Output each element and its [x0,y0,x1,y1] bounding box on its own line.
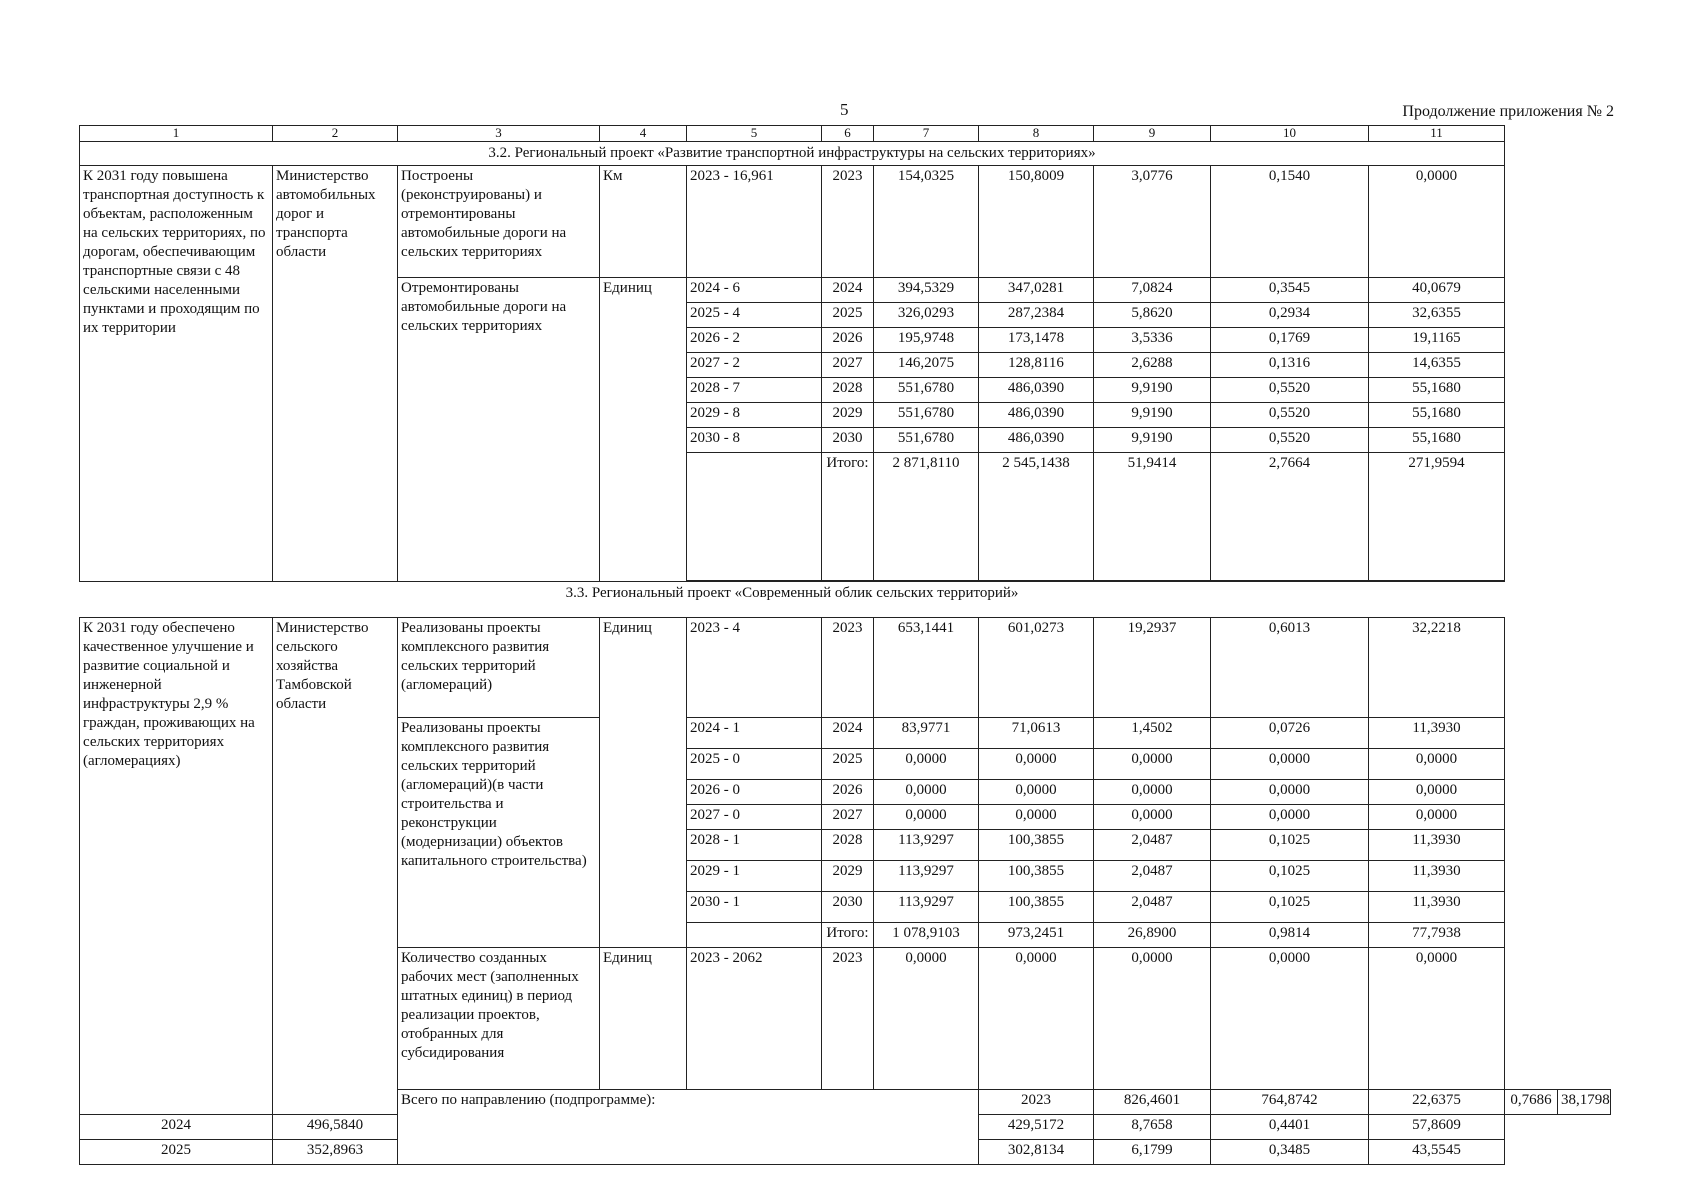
value-cell: 486,0390 [979,378,1094,403]
value-cell: 287,2384 [979,303,1094,328]
value-cell: 601,0273 [979,618,1094,718]
total-cell: 1 078,9103 [874,923,979,948]
year-cell: 2027 [822,353,874,378]
col-num: 10 [1211,126,1369,142]
value-cell: 496,5840 [273,1115,398,1140]
value-cell: 0,0000 [1094,780,1211,805]
unit: Единиц [600,278,687,582]
value-cell: 113,9297 [874,861,979,892]
col-num: 4 [600,126,687,142]
value-cell: 0,6013 [1211,618,1369,718]
value-cell: 0,0726 [1211,718,1369,749]
value-cell: 0,0000 [874,780,979,805]
target-value: 2023 - 16,961 [687,166,822,278]
value-cell: 0,0000 [979,948,1094,1090]
year-cell: 2025 [80,1140,273,1165]
indicator-name: Реализованы проекты комплексного развития сельских территорий (агломераций)(в части строительства и реконструкции (модернизации) объектов капитального строительства) [398,718,600,948]
total-cell: 26,8900 [1094,923,1211,948]
value-cell: 55,1680 [1369,403,1505,428]
col-num: 3 [398,126,600,142]
appendix-table [79,125,1611,1165]
executor-text: Министерство автомобильных дорог и транспорта области [273,166,398,582]
target-value: 2024 - 1 [687,718,822,749]
unit: Единиц [600,948,687,1090]
year-cell: 2023 [822,166,874,278]
value-cell: 486,0390 [979,403,1094,428]
value-cell: 394,5329 [874,278,979,303]
value-cell: 113,9297 [874,830,979,861]
value-cell: 0,5520 [1211,428,1369,453]
col-num: 5 [687,126,822,142]
value-cell: 551,6780 [874,403,979,428]
value-cell: 100,3855 [979,892,1094,923]
value-cell: 11,3930 [1369,861,1505,892]
target-value: 2026 - 2 [687,328,822,353]
value-cell: 0,1025 [1211,830,1369,861]
value-cell: 2,0487 [1094,830,1211,861]
value-cell: 0,0000 [1211,805,1369,830]
total-cell: 51,9414 [1094,453,1211,581]
col-num: 8 [979,126,1094,142]
page-number: 5 [840,100,849,119]
value-cell: 43,5545 [1369,1140,1505,1165]
total-cell: 973,2451 [979,923,1094,948]
value-cell: 0,0000 [1369,780,1505,805]
total-cell: 2 871,8110 [874,453,979,581]
total-cell: 0,9814 [1211,923,1369,948]
value-cell: 32,2218 [1369,618,1505,718]
value-cell: 55,1680 [1369,378,1505,403]
value-cell: 326,0293 [874,303,979,328]
year-cell: 2025 [822,749,874,780]
year-cell: 2023 [822,618,874,718]
year-cell: 2024 [822,718,874,749]
value-cell: 6,1799 [1094,1140,1211,1165]
value-cell: 9,9190 [1094,428,1211,453]
target-value: 2028 - 1 [687,830,822,861]
value-cell: 5,8620 [1094,303,1211,328]
value-cell: 486,0390 [979,428,1094,453]
indicator-name: Построены (реконструированы) и отремонтированы автомобильные дороги на сельских территориях [398,166,600,278]
total-label: Итого: [822,453,874,581]
value-cell: 154,0325 [874,166,979,278]
value-cell: 0,1316 [1211,353,1369,378]
value-cell: 11,3930 [1369,892,1505,923]
unit: Км [600,166,687,278]
value-cell: 1,4502 [1094,718,1211,749]
value-cell: 2,6288 [1094,353,1211,378]
value-cell: 429,5172 [979,1115,1094,1140]
value-cell: 9,9190 [1094,403,1211,428]
col-num: 6 [822,126,874,142]
continuation-label: Продолжение приложения № 2 [1402,103,1614,120]
value-cell: 0,1769 [1211,328,1369,353]
year-cell: 2023 [979,1090,1094,1115]
section-32-title: 3.2. Региональный проект «Развитие транспортной инфраструктуры на сельских территориях» [80,142,1505,166]
value-cell: 19,1165 [1369,328,1505,353]
value-cell: 0,0000 [1211,780,1369,805]
indicator-name: Отремонтированы автомобильные дороги на сельских территориях [398,278,600,582]
value-cell: 11,3930 [1369,718,1505,749]
year-cell: 2030 [822,892,874,923]
year-cell: 2026 [822,328,874,353]
value-cell: 11,3930 [1369,830,1505,861]
target-value: 2030 - 1 [687,892,822,923]
total-cell: 2 545,1438 [979,453,1094,581]
value-cell: 0,3545 [1211,278,1369,303]
value-cell: 0,2934 [1211,303,1369,328]
value-cell: 8,7658 [1094,1115,1211,1140]
year-cell: 2024 [822,278,874,303]
value-cell: 9,9190 [1094,378,1211,403]
value-cell: 0,0000 [1094,948,1211,1090]
value-cell: 100,3855 [979,830,1094,861]
value-cell: 71,0613 [979,718,1094,749]
total-label: Итого: [822,923,874,948]
table-row [80,166,1611,278]
summary-label: Всего по направлению (подпрограмме): [398,1090,979,1165]
value-cell: 551,6780 [874,378,979,403]
value-cell: 3,5336 [1094,328,1211,353]
section-33-title: 3.3. Региональный проект «Современный облик сельских территорий» [80,582,1505,618]
year-cell: 2025 [822,303,874,328]
value-cell: 55,1680 [1369,428,1505,453]
value-cell: 100,3855 [979,861,1094,892]
value-cell: 0,0000 [979,749,1094,780]
value-cell: 113,9297 [874,892,979,923]
value-cell: 83,9771 [874,718,979,749]
total-cell: 77,7938 [1369,923,1505,948]
year-cell: 2026 [822,780,874,805]
value-cell: 22,6375 [1369,1090,1505,1115]
value-cell: 0,0000 [979,805,1094,830]
value-cell: 302,8134 [979,1140,1094,1165]
value-cell: 0,0000 [1211,749,1369,780]
target-value: 2023 - 2062 [687,948,822,1090]
total-cell: 271,9594 [1369,453,1505,581]
year-cell: 2028 [822,378,874,403]
value-cell: 38,1798 [1558,1090,1611,1115]
value-cell: 146,2075 [874,353,979,378]
value-cell: 0,0000 [979,780,1094,805]
unit: Единиц [600,618,687,948]
value-cell: 347,0281 [979,278,1094,303]
executor-text: Министерство сельского хозяйства Тамбовской области [273,618,398,1115]
target-value: 2025 - 4 [687,303,822,328]
goal-text: К 2031 году повышена транспортная доступность к объектам, расположенным на сельских территориях, по дорогам, обеспечивающим транспортные связи с 48 сельскими населенными пунктами и проходящим по их территории [80,166,273,582]
value-cell: 0,4401 [1211,1115,1369,1140]
value-cell: 40,0679 [1369,278,1505,303]
value-cell: 2,0487 [1094,892,1211,923]
col-num: 11 [1369,126,1505,142]
value-cell: 764,8742 [1211,1090,1369,1115]
value-cell: 150,8009 [979,166,1094,278]
value-cell: 0,0000 [1369,749,1505,780]
target-value: 2026 - 0 [687,780,822,805]
value-cell: 0,5520 [1211,403,1369,428]
value-cell: 128,8116 [979,353,1094,378]
target-value: 2027 - 0 [687,805,822,830]
value-cell: 195,9748 [874,328,979,353]
value-cell: 57,8609 [1369,1115,1505,1140]
value-cell: 2,0487 [1094,861,1211,892]
target-value: 2024 - 6 [687,278,822,303]
value-cell: 653,1441 [874,618,979,718]
column-number-row [80,126,1611,142]
value-cell: 0,0000 [1094,805,1211,830]
value-cell: 0,0000 [1369,166,1505,278]
target-value: 2028 - 7 [687,378,822,403]
value-cell: 0,0000 [874,805,979,830]
target-value: 2029 - 8 [687,403,822,428]
value-cell: 826,4601 [1094,1090,1211,1115]
col-num: 7 [874,126,979,142]
value-cell: 14,6355 [1369,353,1505,378]
value-cell: 0,5520 [1211,378,1369,403]
value-cell: 0,1540 [1211,166,1369,278]
value-cell: 7,0824 [1094,278,1211,303]
target-value-empty [687,923,822,948]
target-value: 2025 - 0 [687,749,822,780]
value-cell: 0,0000 [874,749,979,780]
value-cell: 32,6355 [1369,303,1505,328]
total-cell: 2,7664 [1211,453,1369,581]
indicator-name: Реализованы проекты комплексного развития сельских территорий (агломераций) [398,618,600,718]
year-cell: 2029 [822,403,874,428]
value-cell: 352,8963 [273,1140,398,1165]
value-cell: 0,3485 [1211,1140,1369,1165]
year-cell: 2027 [822,805,874,830]
value-cell: 0,0000 [874,948,979,1090]
value-cell: 0,1025 [1211,892,1369,923]
value-cell: 3,0776 [1094,166,1211,278]
target-value: 2029 - 1 [687,861,822,892]
target-value: 2023 - 4 [687,618,822,718]
value-cell: 173,1478 [979,328,1094,353]
goal-text: К 2031 году обеспечено качественное улучшение и развитие социальной и инженерной инфраструктуры 2,9 % граждан, проживающих на сельских территориях (агломерациях) [80,618,273,1115]
value-cell: 0,0000 [1094,749,1211,780]
col-num: 9 [1094,126,1211,142]
table-row [80,618,1611,718]
target-value: 2030 - 8 [687,428,822,453]
year-cell: 2024 [80,1115,273,1140]
value-cell: 551,6780 [874,428,979,453]
target-value: 2027 - 2 [687,353,822,378]
col-num: 2 [273,126,398,142]
year-cell: 2023 [822,948,874,1090]
value-cell: 0,1025 [1211,861,1369,892]
value-cell: 19,2937 [1094,618,1211,718]
year-cell: 2029 [822,861,874,892]
value-cell: 0,0000 [1369,805,1505,830]
target-value-empty [687,453,822,581]
col-num: 1 [80,126,273,142]
value-cell: 0,0000 [1369,948,1505,1090]
value-cell: 0,7686 [1505,1090,1558,1115]
indicator-name: Количество созданных рабочих мест (заполненных штатных единиц) в период реализации проектов, отобранных для субсидирования [398,948,600,1090]
year-cell: 2030 [822,428,874,453]
value-cell: 0,0000 [1211,948,1369,1090]
year-cell: 2028 [822,830,874,861]
